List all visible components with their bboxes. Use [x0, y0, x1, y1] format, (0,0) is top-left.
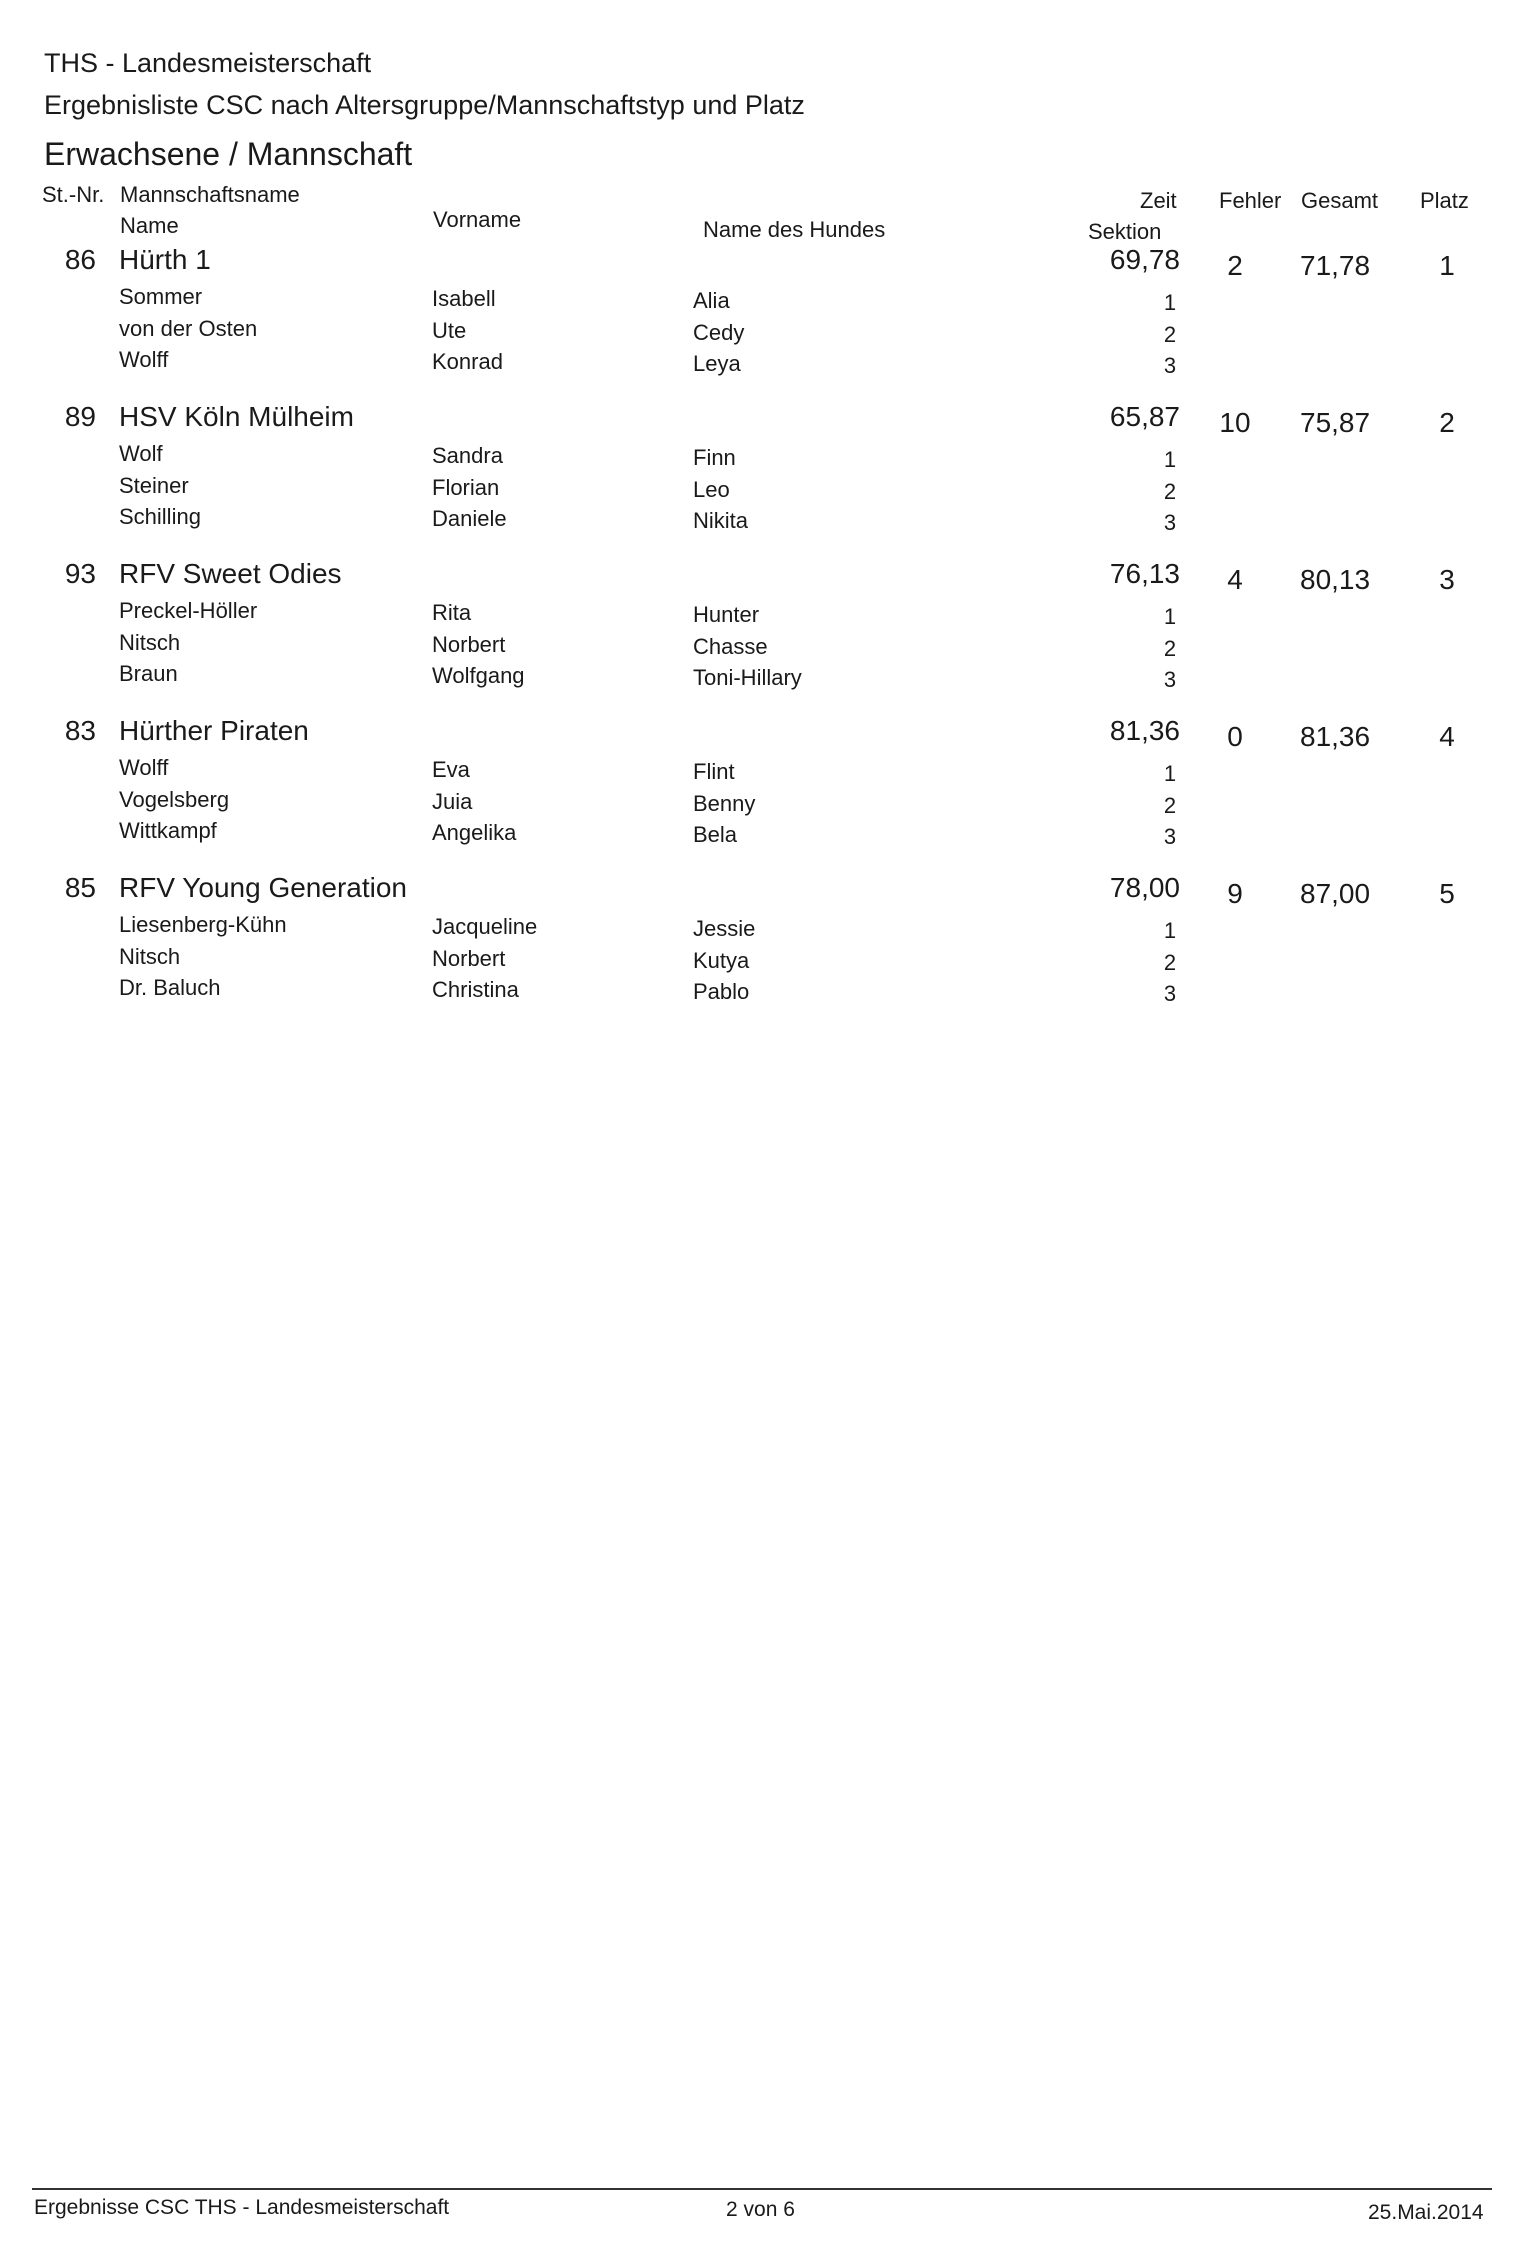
- footer-left: Ergebnisse CSC THS - Landesmeisterschaft: [34, 2196, 450, 2219]
- team-time: 81,36: [1109, 715, 1180, 746]
- member-section: 3: [1163, 981, 1177, 1006]
- member-name: Liesenberg-Kühn: [119, 912, 287, 937]
- col-mannschaftsname: Mannschaftsname: [120, 182, 300, 207]
- section-title: Erwachsene / Mannschaft: [44, 136, 413, 172]
- member-section: 2: [1163, 949, 1177, 975]
- member-name: Sommer: [119, 284, 203, 309]
- document-title: THS - Landesmeisterschaft: [44, 48, 372, 78]
- member-vorname: Daniele: [432, 506, 507, 531]
- member-section: 1: [1163, 604, 1177, 629]
- member-dog: Pablo: [693, 979, 750, 1004]
- member-dog: Benny: [693, 790, 756, 816]
- team-name: RFV Young Generation: [119, 872, 407, 903]
- member-name: Wittkampf: [119, 818, 217, 843]
- member-name: Vogelsberg: [119, 786, 230, 812]
- member-dog: Flint: [693, 759, 735, 784]
- document-subtitle: Ergebnisliste CSC nach Altersgruppe/Mannschaftstyp und Platz: [44, 90, 805, 120]
- member-name: Braun: [119, 661, 178, 686]
- team-errors: 2: [1227, 250, 1243, 281]
- team-start-number: 85: [64, 872, 96, 903]
- member-name: Steiner: [119, 472, 189, 498]
- member-name: Wolf: [119, 441, 163, 466]
- member-dog: Bela: [693, 822, 738, 847]
- col-hund: Name des Hundes: [703, 217, 886, 242]
- footer-divider: [32, 2188, 1492, 2190]
- team-total: 75,87: [1300, 407, 1371, 438]
- member-vorname: Ute: [432, 317, 467, 343]
- col-vorname: Vorname: [433, 207, 522, 232]
- member-dog: Leo: [693, 476, 730, 502]
- member-section: 1: [1163, 447, 1177, 472]
- team-total: 81,36: [1300, 721, 1371, 752]
- col-zeit: Zeit: [1140, 188, 1177, 213]
- member-section: 1: [1163, 761, 1177, 786]
- team-total: 71,78: [1300, 250, 1371, 281]
- team-errors: 0: [1227, 721, 1243, 752]
- team-time: 76,13: [1109, 558, 1180, 589]
- member-vorname: Angelika: [432, 820, 517, 845]
- team-errors: 4: [1227, 564, 1243, 595]
- member-vorname: Rita: [432, 600, 472, 625]
- member-section: 1: [1163, 918, 1177, 943]
- member-name: Preckel-Höller: [119, 598, 258, 623]
- member-name: von der Osten: [119, 315, 258, 341]
- team-start-number: 93: [64, 558, 96, 589]
- team-time: 65,87: [1109, 401, 1180, 432]
- team-place: 4: [1439, 721, 1455, 752]
- member-dog: Alia: [693, 288, 730, 313]
- member-vorname: Florian: [432, 474, 500, 500]
- member-section: 2: [1163, 635, 1177, 661]
- member-dog: Leya: [693, 351, 741, 376]
- member-vorname: Norbert: [432, 945, 506, 971]
- member-section: 3: [1163, 510, 1177, 535]
- team-start-number: 83: [64, 715, 96, 746]
- member-vorname: Juia: [432, 788, 473, 814]
- team-name: Hürth 1: [119, 244, 211, 275]
- member-dog: Chasse: [693, 633, 768, 659]
- member-vorname: Eva: [432, 757, 470, 782]
- team-time: 78,00: [1109, 872, 1180, 903]
- team-time: 69,78: [1109, 244, 1180, 275]
- member-dog: Hunter: [693, 602, 760, 627]
- col-platz: Platz: [1420, 188, 1469, 213]
- member-vorname: Sandra: [432, 443, 503, 468]
- team-total: 80,13: [1300, 564, 1371, 595]
- footer-page: 2 von 6: [726, 2198, 795, 2221]
- col-gesamt: Gesamt: [1301, 188, 1379, 213]
- team-place: 3: [1439, 564, 1455, 595]
- team-errors: 9: [1227, 878, 1243, 909]
- member-name: Schilling: [119, 504, 201, 529]
- member-dog: Nikita: [693, 508, 749, 533]
- member-section: 2: [1163, 478, 1177, 504]
- col-name: Name: [120, 213, 179, 238]
- member-name: Nitsch: [119, 943, 181, 969]
- team-place: 5: [1439, 878, 1455, 909]
- team-start-number: 86: [64, 244, 96, 275]
- member-section: 2: [1163, 321, 1177, 347]
- member-dog: Finn: [693, 445, 736, 470]
- col-st-nr: St.-Nr.: [42, 182, 105, 207]
- member-vorname: Wolfgang: [432, 663, 525, 688]
- member-vorname: Christina: [432, 977, 519, 1002]
- member-dog: Toni-Hillary: [693, 665, 802, 690]
- member-dog: Kutya: [693, 947, 750, 973]
- team-start-number: 89: [64, 401, 96, 432]
- team-name: HSV Köln Mülheim: [119, 401, 354, 432]
- team-errors: 10: [1219, 407, 1251, 438]
- team-name: Hürther Piraten: [119, 715, 309, 746]
- member-section: 2: [1163, 792, 1177, 818]
- member-vorname: Konrad: [432, 349, 503, 374]
- col-sektion: Sektion: [1088, 219, 1162, 244]
- member-name: Wolff: [119, 347, 169, 372]
- member-section: 3: [1163, 667, 1177, 692]
- member-name: Nitsch: [119, 629, 181, 655]
- member-vorname: Jacqueline: [432, 914, 538, 939]
- member-section: 3: [1163, 353, 1177, 378]
- member-section: 3: [1163, 824, 1177, 849]
- team-name: RFV Sweet Odies: [119, 558, 342, 589]
- team-place: 1: [1439, 250, 1455, 281]
- team-total: 87,00: [1300, 878, 1371, 909]
- member-section: 1: [1163, 290, 1177, 315]
- member-dog: Cedy: [693, 319, 745, 345]
- member-vorname: Norbert: [432, 631, 506, 657]
- footer-date: 25.Mai.2014: [1368, 2201, 1484, 2224]
- team-place: 2: [1439, 407, 1455, 438]
- col-fehler: Fehler: [1219, 188, 1282, 213]
- member-dog: Jessie: [693, 916, 756, 941]
- member-name: Wolff: [119, 755, 169, 780]
- member-name: Dr. Baluch: [119, 975, 221, 1000]
- member-vorname: Isabell: [432, 286, 496, 311]
